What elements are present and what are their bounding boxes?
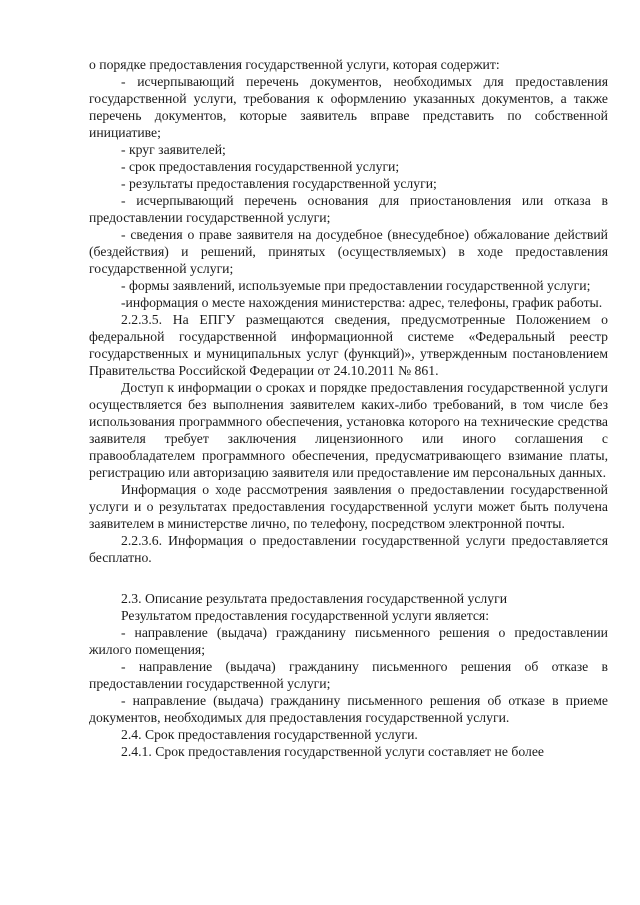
paragraph: 2.2.3.5. На ЕПГУ размещаются сведения, предусмотренные Положением о федеральной государственной информационной системе «Федеральный реестр государственных и муниципальных услуг (функций)», утвержденным постановлением Правительства Российской Федерации от 24.10.2011 № 861. bbox=[89, 312, 608, 378]
document-body bbox=[89, 56, 608, 760]
paragraph: Информация о ходе рассмотрения заявления о предоставлении государственной услуги и о результатах предоставления государственной услуги может быть получена заявителем в министерстве лично, по телефону, посредством электронной почты. bbox=[89, 482, 608, 531]
paragraph: - сведения о праве заявителя на досудебное (внесудебное) обжалование действий (бездействия) и решений, принятых (осуществляемых) в ходе предоставления государственной услуги; bbox=[89, 227, 608, 276]
paragraph: о порядке предоставления государственной услуги, которая содержит: bbox=[89, 57, 500, 72]
paragraph: -информация о месте нахождения министерства: адрес, телефоны, график работы. bbox=[121, 295, 603, 310]
paragraph: 2.2.3.6. Информация о предоставлении государственной услуги предоставляется бесплатно. bbox=[89, 533, 608, 565]
paragraph: Результатом предоставления государственной услуги является: bbox=[121, 608, 490, 623]
paragraph: - срок предоставления государственной услуги; bbox=[121, 159, 400, 174]
paragraph: 2.4. Срок предоставления государственной услуги. bbox=[121, 727, 418, 742]
paragraph: - формы заявлений, используемые при предоставлении государственной услуги; bbox=[121, 278, 591, 293]
paragraph: - исчерпывающий перечень основания для приостановления или отказа в предоставлении государственной услуги; bbox=[89, 193, 608, 225]
paragraph: - результаты предоставления государственной услуги; bbox=[121, 176, 437, 191]
paragraph-spacer bbox=[89, 566, 608, 590]
paragraph: - круг заявителей; bbox=[121, 142, 226, 157]
paragraph: 2.4.1. Срок предоставления государственной услуги составляет не более bbox=[121, 744, 544, 759]
paragraph: 2.3. Описание результата предоставления государственной услуги bbox=[121, 591, 508, 606]
paragraph: - исчерпывающий перечень документов, необходимых для предоставления государственной услуги, требования к оформлению указанных документов, а также перечень документов, которые заявитель вправе представить по собственной инициативе; bbox=[89, 74, 608, 140]
paragraph: - направление (выдача) гражданину письменного решения об отказе в приеме документов, необходимых для предоставления государственной услуги. bbox=[89, 693, 608, 725]
paragraph: - направление (выдача) гражданину письменного решения об отказе в предоставлении государственной услуги; bbox=[89, 659, 608, 691]
paragraph: Доступ к информации о сроках и порядке предоставления государственной услуги осуществляется без выполнения заявителем каких-либо требований, в том числе без использования программного обеспечения, установка которого на технические средства заявителя требует заключения лицензионного или иного соглашения с правообладателем программного обеспечения, предусматривающего взимание платы, регистрацию или авторизацию заявителя или предоставление им персональных данных. bbox=[89, 380, 608, 480]
paragraph: - направление (выдача) гражданину письменного решения о предоставлении жилого помещения; bbox=[89, 625, 608, 657]
